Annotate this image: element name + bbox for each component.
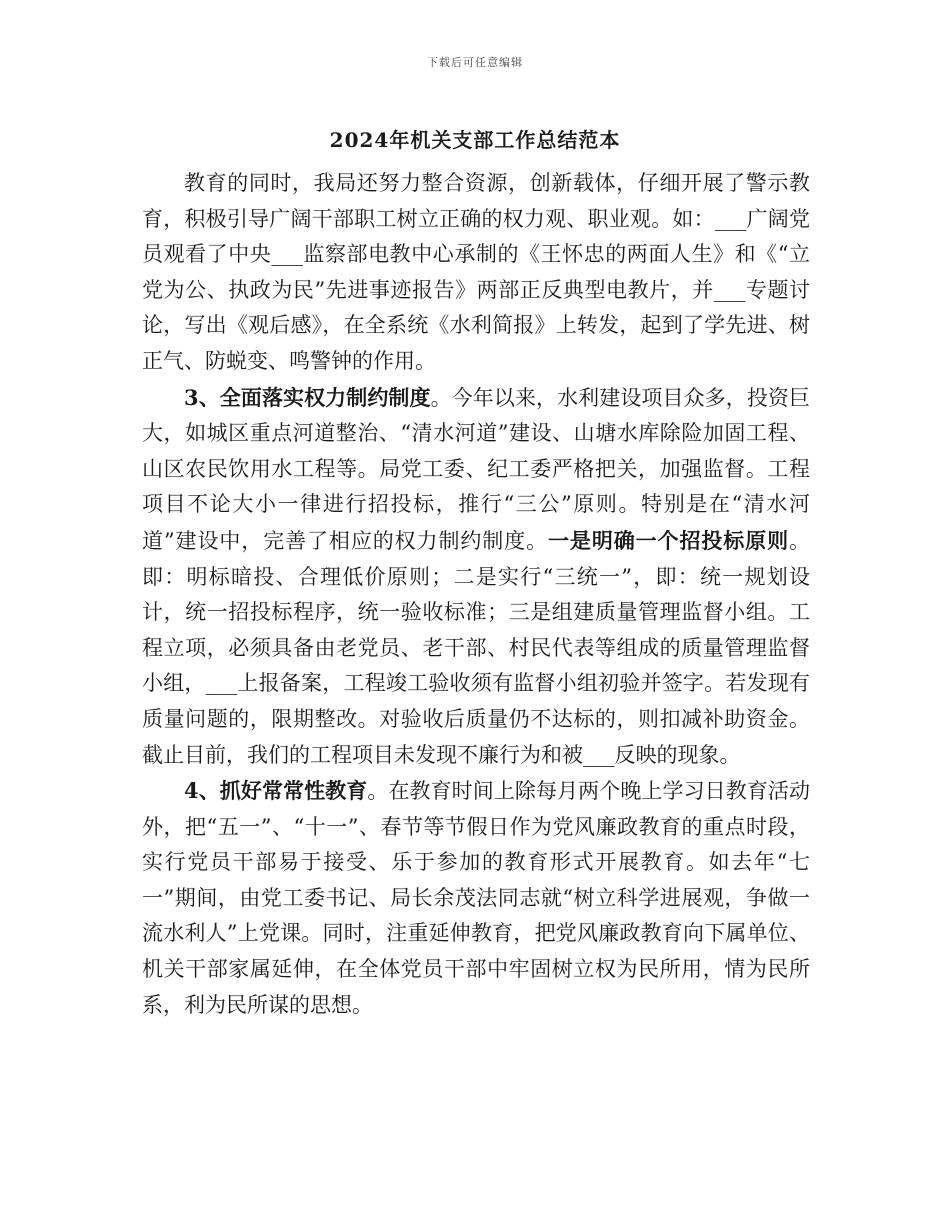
- paragraph-2-text-b: 。即：明标暗投、合理低价原则；二是实行“三统一”，即：统一规划设计，统一招投标程序，统一验收标准；三是组建质量管理监督小组。工程立项，必须具备由老党员、老干部、村民代表等组成的质量管理监督小组，___上报备案，工程竣工验收须有监督小组初验并签字。若发现有质量问题的，限期整改。对验收后质量仍不达标的，则扣减补助资金。截止目前，我们的工程项目未发现不廉行为和被___反映的现象。: [142, 528, 811, 767]
- document-body: [142, 166, 810, 1023]
- paragraph-2-text-a: 。今年以来，水利建设项目众多，投资巨大，如城区重点河道整治、“清水河道”建设、山塘水库除险加固工程、山区农民饮用水工程等。局党工委、纪工委严格把关，加强监督。工程项目不论大小一律进行招投标，推行“三公”原则。特别是在“清水河道”建设中，完善了相应的权力制约制度。: [142, 385, 810, 553]
- paragraph-3: [142, 773, 810, 1023]
- paragraph-2-heading: 3、全面落实权力制约制度: [184, 384, 431, 410]
- paragraph-3-text: 。在教育时间上除每月两个晚上学习日教育活动外，把“五一”、“十一”、春节等节假日作为党风廉政教育的重点时段，实行党员干部易于接受、乐于参加的教育形式开展教育。如去年“七一”期间，由党工委书记、局长余茂法同志就“树立科学进展观，争做一流水利人”上党课。同时，注重延伸教育，把党风廉政教育向下属单位、机关干部家属延伸，在全体党员干部中牢固树立权为民所用，情为民所系，利为民所谋的思想。: [142, 779, 810, 1017]
- paragraph-3-heading: 4、抓好常常性教育: [184, 778, 368, 804]
- header-note: 下载后可任意编辑: [427, 56, 523, 69]
- page-title: 2024年机关支部工作总结范本: [329, 128, 621, 152]
- paragraph-1-text: 教育的同时，我局还努力整合资源，创新载体，仔细开展了警示教育，积极引导广阔干部职工树立正确的权力观、职业观。如：___广阔党员观看了中央___监察部电教中心承制的《王怀忠的两面人生》和《“立党为公、执政为民”先进事迹报告》两部正反典型电教片，并___专题讨论，写出《观后感》，在全系统《水利简报》上转发，起到了学先进、树正气、防蜕变、鸣警钟的作用。: [142, 171, 810, 373]
- paragraph-2: [142, 380, 810, 774]
- paragraph-2-bold-phrase: 一是明确一个招投标原则: [548, 527, 790, 553]
- paragraph-1: [142, 166, 810, 380]
